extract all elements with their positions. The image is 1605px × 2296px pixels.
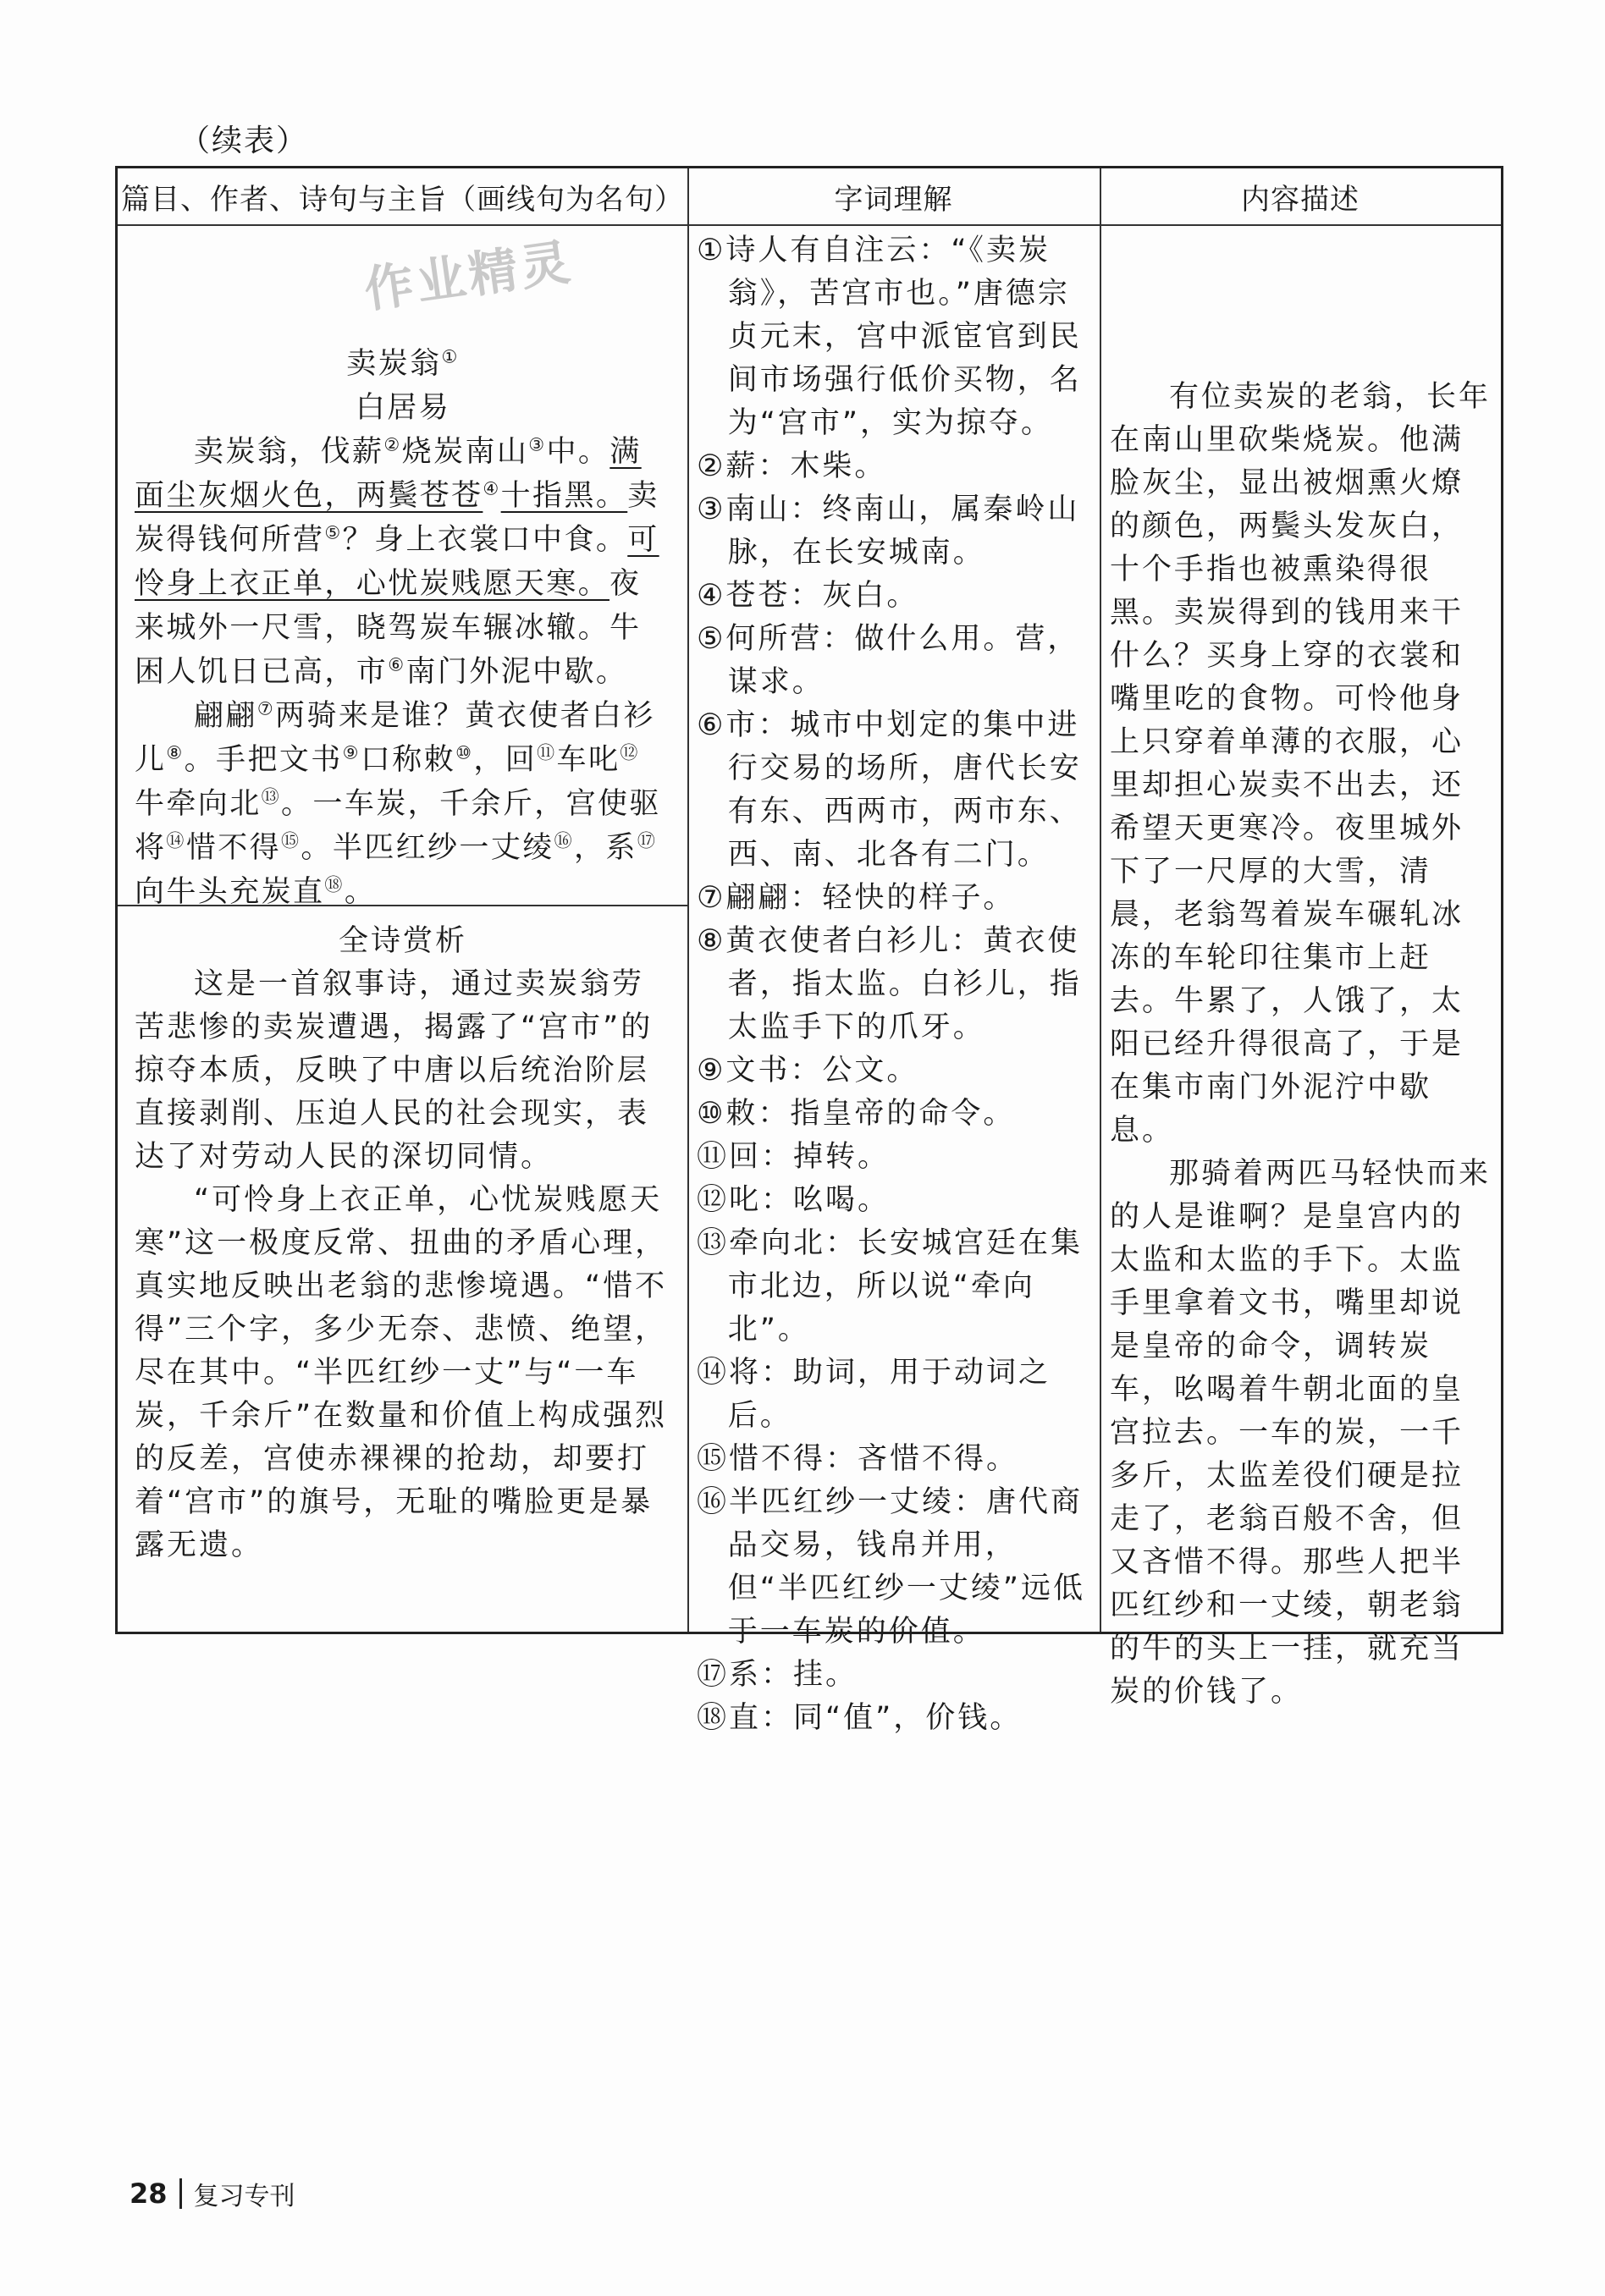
appreciation-paragraph: 这是一首叙事诗，通过卖炭翁劳苦悲惨的卖炭遭遇，揭露了“宫市”的掠夺本质，反映了中唐以后统治阶层直接剥削、压迫人民的社会现实，表达了对劳动人民的深切同情。: [135, 967, 654, 1174]
page-footer: [130, 2175, 295, 2212]
header-poem: 篇目、作者、诗句与主旨（画线句为名句）: [121, 182, 684, 217]
poem-text: [135, 342, 671, 914]
famous-line: 可怜身上衣正单，心忧炭贱愿天寒。: [135, 523, 659, 601]
note-item: ⑬牵向北：长安城宫廷在集市北边，所以说“牵向北”。: [697, 1226, 1084, 1346]
appreciation-title: 全诗赏析: [338, 924, 467, 958]
publication-name: 复习专刊: [193, 2182, 295, 2211]
poem-title: 卖炭翁①: [346, 346, 460, 381]
note-item: ⑭将：助词，用于动词之后。: [697, 1356, 1051, 1433]
poem-author: 白居易: [355, 391, 451, 425]
appreciation-paragraph: “可怜身上衣正单，心忧炭贱愿天寒”这一极度反常、扭曲的矛盾心理，真实地反映出老翁的悲惨境遇。“惜不得”三个字，多少无奈、悲愤、绝望，尽在其中。“半匹红纱一丈”与“一车炭，千余斤”在数量和价值上构成强烈的反差，宫使赤裸裸的抢劫，却要打着“宫市”的旗号，无耻的嘴脸更是暴露无遗。: [135, 1183, 668, 1562]
note-item: ⑤何所营：做什么用。营，谋求。: [697, 622, 1080, 699]
poem-table: [115, 166, 1503, 1735]
header-divider: [118, 224, 1501, 226]
content-description: [1110, 376, 1494, 1714]
note-item: ⑪回：掉转。: [697, 1140, 891, 1174]
watermark: 作业精灵: [361, 233, 577, 319]
note-item: ⑯半匹红纱一丈绫：唐代商品交易，钱帛并用，但“半匹红纱一丈绫”远低于一车炭的价值。: [697, 1485, 1086, 1649]
note-item: ①诗人有自注云：“《卖炭翁》，苦宫市也。”唐德宗贞元末，宫中派宦官到民间市场强行低价买物，名为“宫市”，实为掠夺。: [697, 234, 1082, 440]
appreciation: [135, 920, 671, 1567]
poem-stanza-1: 卖炭翁，伐薪②烧炭南山③中。满面尘灰烟火色，两鬓苍苍④十指黑。卖炭得钱何所营⑤？身上衣裳口中食。可怜身上衣正单，心忧炭贱愿天寒。夜来城外一尺雪，晓驾炭车辗冰辙。牛困人饥日已高，市⑥南门外泥中歇。: [135, 434, 659, 689]
note-item: ⑦翩翩：轻快的样子。: [697, 881, 1016, 915]
column-divider: [687, 168, 689, 1632]
description-paragraph: 有位卖炭的老翁，长年在南山里砍柴烧炭。他满脸灰尘，显出被烟熏火燎的颜色，两鬓头发灰白，十个手指也被熏染得很黑。卖炭得到的钱用来干什么？买身上穿的衣裳和嘴里吃的食物。可怜他身上只穿着单薄的衣服，心里却担心炭卖不出去，还希望天更寒冷。夜里城外下了一尺厚的大雪，清晨，老翁驾着炭车碾轧冰冻的车轮印往集市上赶去。牛累了，人饿了，太阳已经升得很高了，于是在集市南门外泥泞中歇息。: [1110, 380, 1492, 1148]
note-item: ⑱直：同“值”，价钱。: [697, 1701, 1023, 1735]
note-item: ⑨文书：公文。: [697, 1054, 919, 1087]
vocabulary-notes: [697, 229, 1093, 1740]
note-item: ④苍苍：灰白。: [697, 579, 919, 613]
footer-divider: [179, 2178, 182, 2209]
famous-line: 十指黑。: [500, 479, 628, 513]
header-description: 内容描述: [1241, 182, 1360, 217]
note-item: ⑮惜不得：吝惜不得。: [697, 1442, 1019, 1476]
famous-line: 满面尘灰烟火色，两鬓苍苍: [135, 435, 642, 513]
note-item: ②薪：木柴。: [697, 449, 887, 483]
header-vocabulary: 字词理解: [834, 182, 953, 217]
note-item: ⑰系：挂。: [697, 1658, 858, 1692]
note-item: ③南山：终南山，属秦岭山脉，在长安城南。: [697, 493, 1080, 570]
column-divider: [1100, 168, 1101, 1632]
note-item: ⑩敕：指皇帝的命令。: [697, 1097, 1016, 1131]
description-paragraph: 那骑着两匹马轻快而来的人是谁啊？是皇宫内的太监和太监的手下。太监手里拿着文书，嘴里却说是皇帝的命令，调转炭车，吆喝着牛朝北面的皇宫拉去。一车的炭，一千多斤，太监差役们硬是拉走了，老翁百般不舍，但又吝惜不得。那些人把半匹红纱和一丈绫，朝老翁的牛的头上一挂，就充当炭的价钱了。: [1110, 1157, 1492, 1709]
continuation-label: （续表）: [179, 124, 309, 158]
page-number: 28: [130, 2178, 168, 2210]
note-item: ⑫叱：吆喝。: [697, 1183, 891, 1217]
note-item: ⑧黄衣使者白衫儿：黄衣使者，指太监。白衫儿，指太监手下的爪牙。: [697, 924, 1082, 1044]
note-item: ⑥市：城市中划定的集中进行交易的场所，唐代长安有东、西两市，两市东、西、南、北各有二门。: [697, 708, 1082, 872]
poem-stanza-2: 翩翩⑦两骑来是谁？黄衣使者白衫儿⑧。手把文书⑨口称敕⑩，回⑪车叱⑫牛牵向北⑬。一车炭，千余斤，宫使驱将⑭惜不得⑮。半匹红纱一丈绫⑯，系⑰向牛头充炭直⑱。: [135, 698, 661, 909]
